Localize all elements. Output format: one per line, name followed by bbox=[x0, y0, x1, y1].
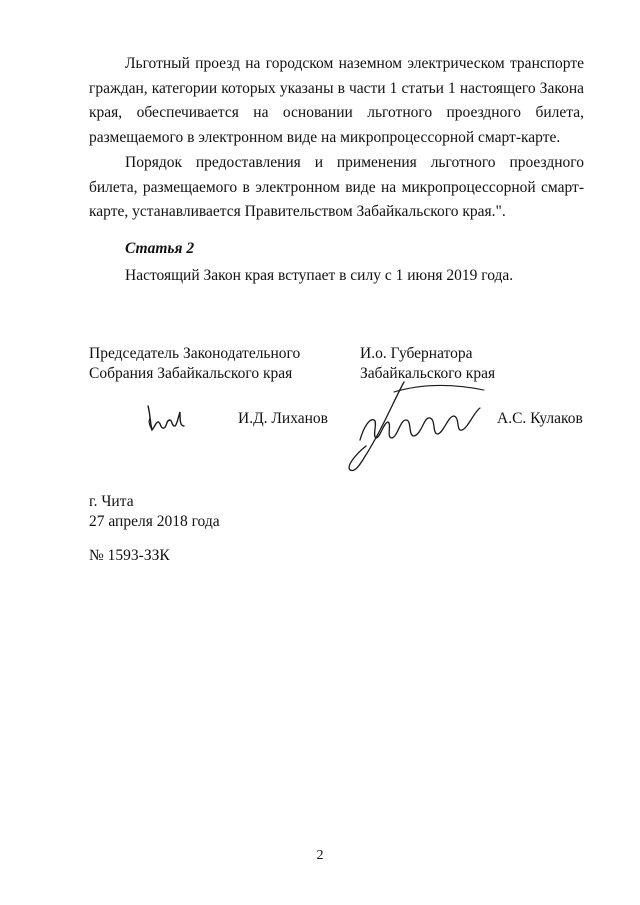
governor-title-line-2: Забайкальского края bbox=[360, 365, 496, 382]
body-paragraph-1: Льготный проезд на городском наземном электрическом транспорте граждан, категории которых указаны в части 1 статьи 1 настоящего Закона края, обеспечивается на основании льготного проездного билета, размещаемого в электронном виде на микропроцессорной смарт-карте. bbox=[89, 55, 584, 146]
article-text: Настоящий Закон края вступает в силу с 1 июня 2019 года. bbox=[125, 267, 514, 284]
chair-title-line-1: Председатель Законодательного bbox=[89, 345, 301, 362]
governor-title-line-1: И.о. Губернатора bbox=[360, 345, 473, 362]
body-paragraph-2: Порядок предоставления и применения льготного проездного билета, размещаемого в электронном виде на микропроцессорной смарт-карте, устанавливается Правительством Забайкальского края.". bbox=[89, 154, 584, 220]
signing-city: г. Чита bbox=[89, 493, 134, 510]
chair-name: И.Д. Лиханов bbox=[238, 410, 328, 427]
governor-name: А.С. Кулаков bbox=[497, 410, 583, 427]
governor-signature bbox=[334, 380, 494, 480]
signing-date: 27 апреля 2018 года bbox=[89, 513, 220, 530]
chair-title-line-2: Собрания Забайкальского края bbox=[89, 365, 293, 382]
page-number: 2 bbox=[316, 848, 324, 863]
chair-signature bbox=[142, 398, 190, 438]
governor-title bbox=[360, 344, 495, 384]
article-heading: Статья 2 bbox=[125, 240, 195, 257]
law-number: № 1593-ЗЗК bbox=[89, 547, 170, 564]
chair-title bbox=[89, 344, 300, 384]
